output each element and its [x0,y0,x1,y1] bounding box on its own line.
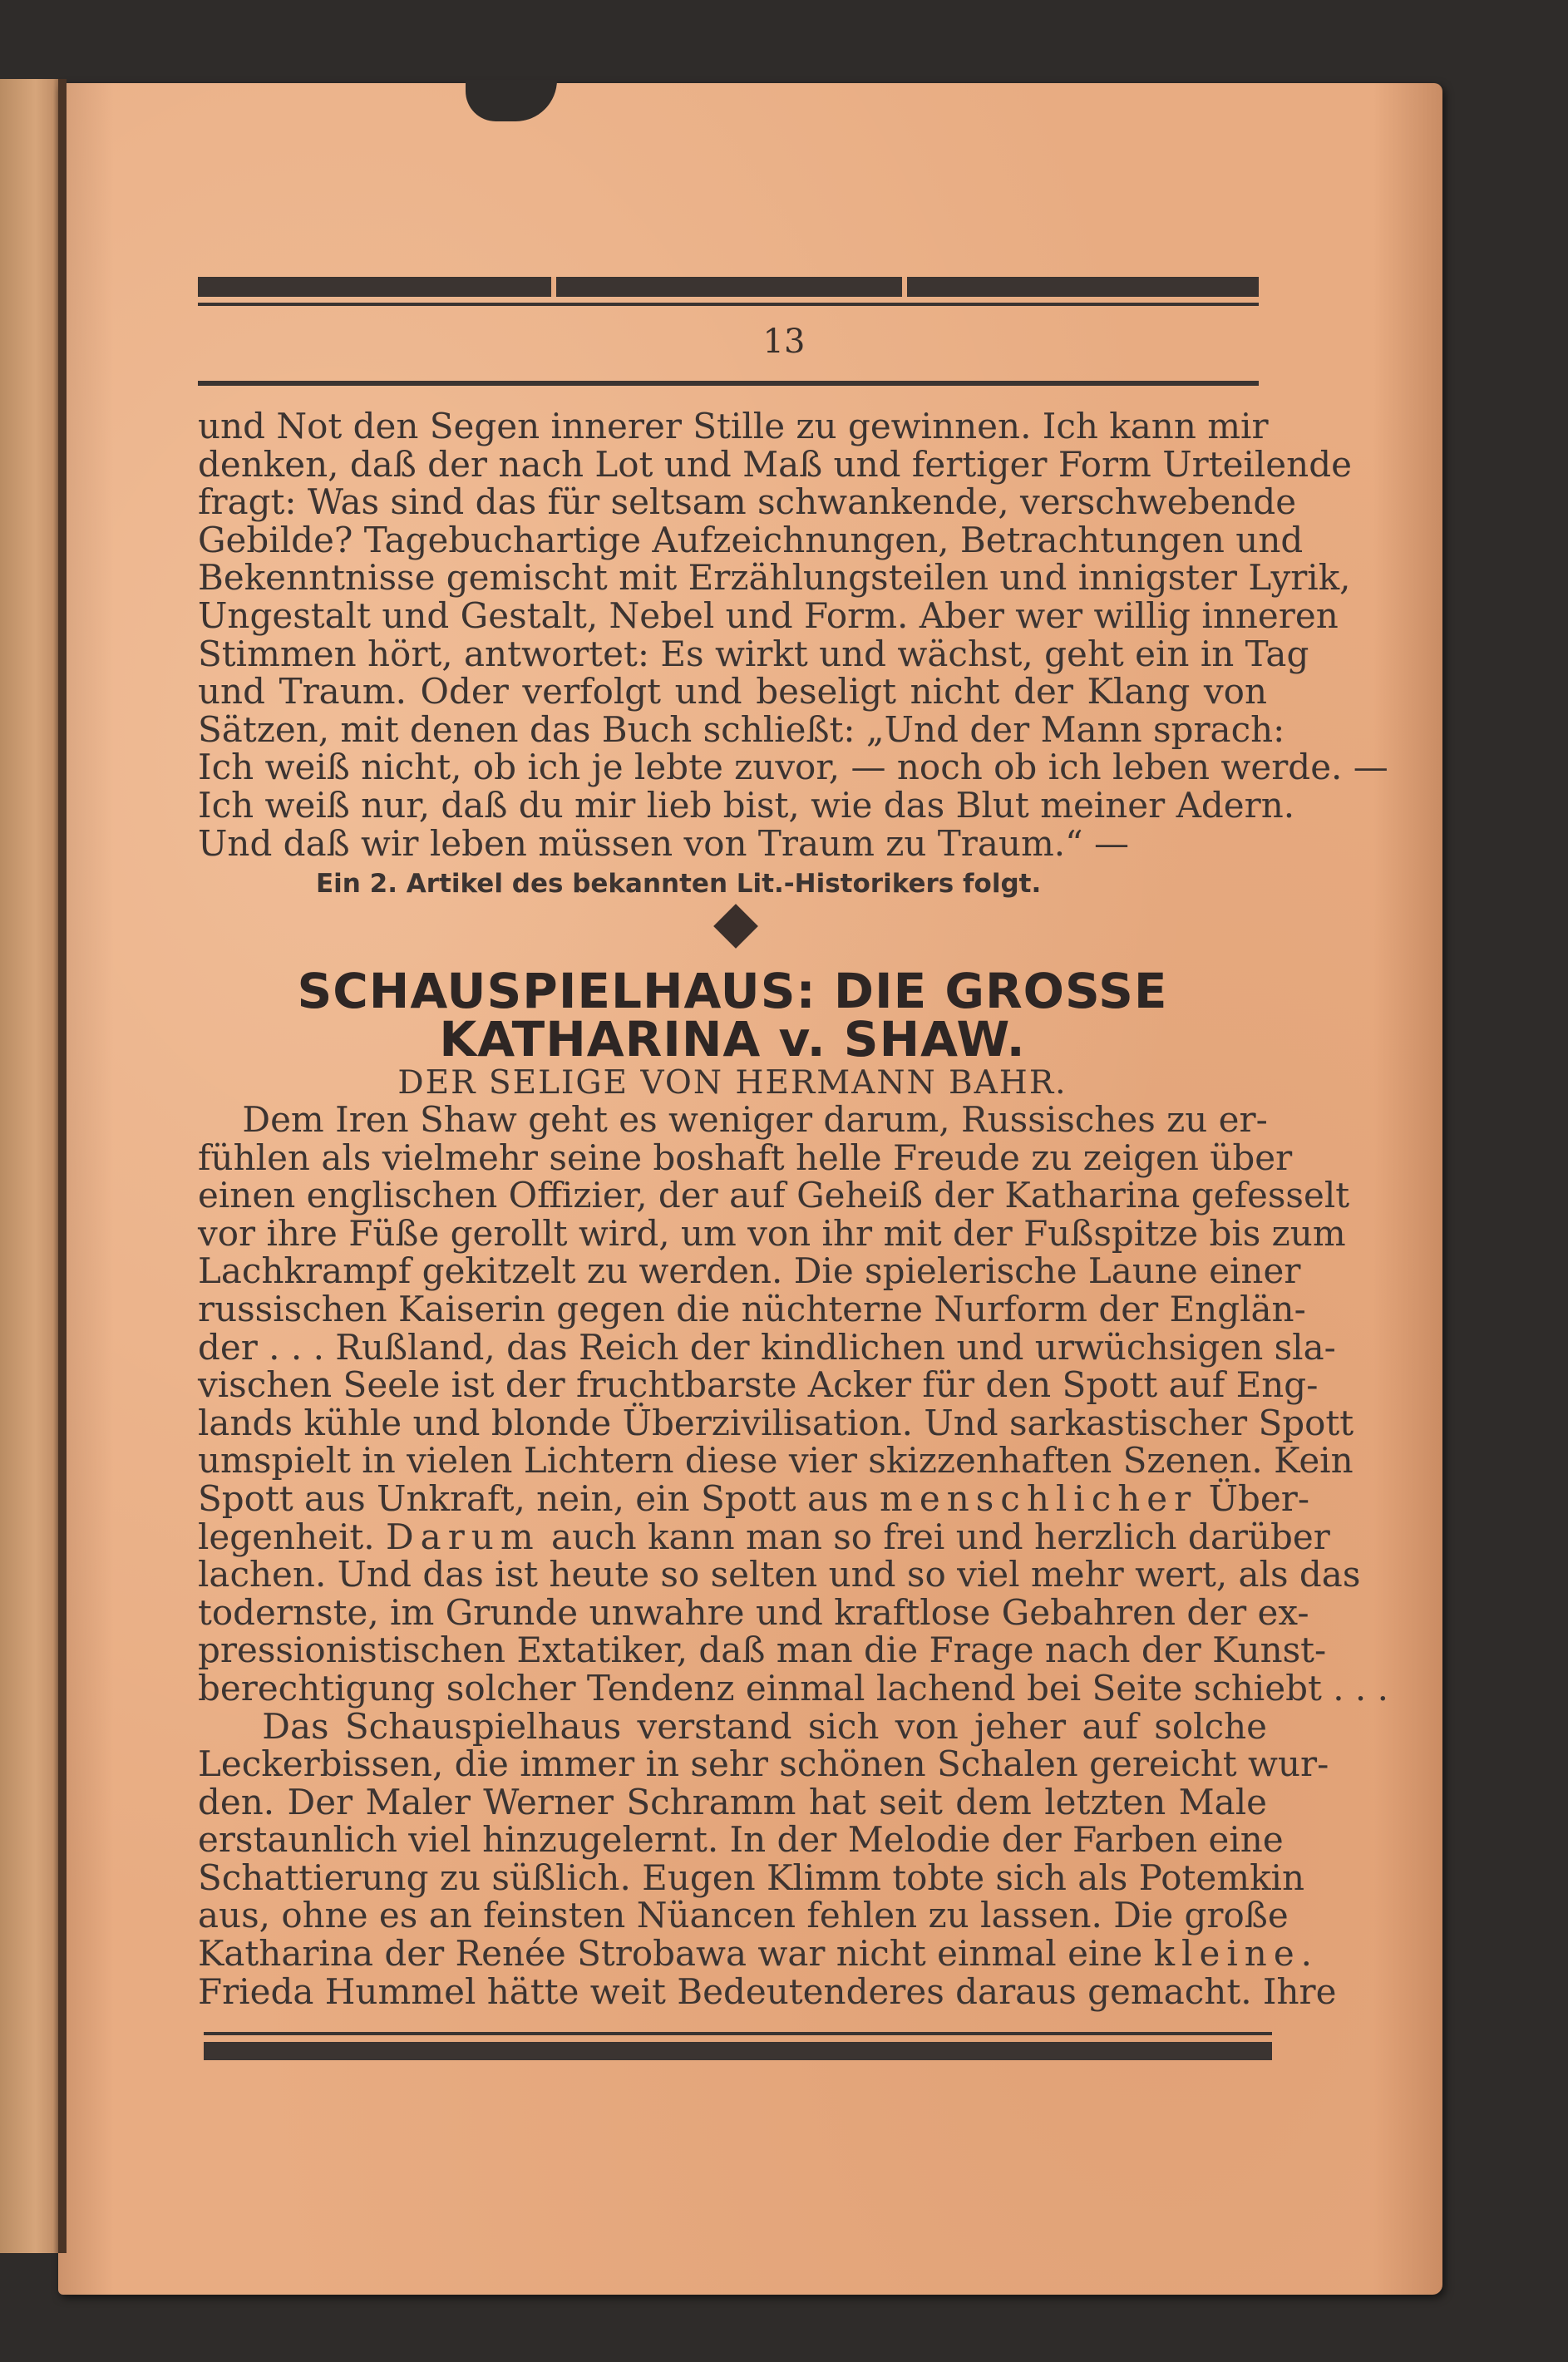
text-line: Lachkrampf gekitzelt zu werden. Die spielerische Laune einer [198,1250,1301,1292]
top-bar-gap [551,277,556,297]
text-line: denken, daß der nach Lot und Maß und fertiger Form Urteilende [198,443,1352,485]
spaced-emphasis: menschlicher [880,1477,1198,1519]
text-segment: Katharina der Renée Strobawa war nicht einmal eine [198,1933,1154,1975]
text-line: fragt: Was sind das für seltsam schwankende, verschwebende [198,481,1297,523]
text-line: vischen Seele ist der fruchtbarste Acker für den Spott auf Eng- [198,1364,1319,1406]
text-line: Bekenntnisse gemischt mit Erzählungsteilen und innigster Lyrik, [198,557,1351,599]
text-line: Dem Iren Shaw geht es weniger darum, Russisches zu er- [198,1099,1268,1140]
text-line: Ungestalt und Gestalt, Nebel und Form. Aber wer willig inneren [198,594,1339,636]
text-line: der . . . Rußland, das Reich der kindlichen und urwüchsigen sla- [198,1326,1336,1368]
spaced-emphasis: kleine. [1153,1933,1319,1975]
text-line: pressionistischen Extatiker, daß man die Frage nach der Kunst- [198,1630,1327,1671]
text-line: umspielt in vielen Lichtern diese vier skizzenhaften Szenen. Kein [198,1440,1354,1482]
text-line: Gebilde? Tagebuchartige Aufzeichnungen, Betrachtungen und [198,519,1304,560]
text-segment: auch kann man so frei und herzlich darüber [540,1516,1330,1557]
text-segment: Über- [1197,1477,1310,1519]
text-segment: Spott aus Unkraft, nein, ein Spott aus [198,1477,880,1519]
top-decorative-bar [198,277,1259,297]
text-line: und Not den Segen innerer Stille zu gewinnen. Ich kann mir [198,406,1269,446]
text-line: aus, ohne es an feinsten Nüancen fehlen zu lassen. Die große [198,1895,1289,1936]
text-line: Ich weiß nicht, ob ich je lebte zuvor, — noch ob ich leben werde. — [198,747,1388,788]
text-line: Das Schauspielhaus verstand sich von jeher auf solche [198,1705,1267,1747]
text-line: fühlen als vielmehr seine boshaft helle Freude zu zeigen über [198,1137,1293,1178]
article-headline-line1: SCHAUSPIELHAUS: DIE GROSSE [297,963,1168,1019]
text-line: todernste, im Grunde unwahre und kraftlose Gebahren der ex- [198,1591,1309,1633]
top-bar-gap [902,277,907,297]
text-line: Schattierung zu süßlich. Eugen Klimm tobte sich als Potemkin [198,1857,1305,1898]
editor-note: Ein 2. Artikel des bekannten Lit.-Historikers folgt. [316,869,1042,899]
spaced-emphasis: Darum [386,1516,540,1557]
article-byline: DER SELIGE VON HERMANN BAHR. [397,1064,1068,1102]
bottom-decorative-bar [204,2042,1272,2060]
text-line [198,1933,1319,1975]
text-line: einen englischen Offizier, der auf Geheiß der Katharina gefesselt [198,1175,1350,1216]
text-line: berechtigung solcher Tendenz einmal lachend bei Seite schiebt . . . [198,1667,1388,1709]
text-line: erstaunlich viel hinzugelernt. In der Melodie der Farben eine [198,1819,1284,1861]
text-line: vor ihre Füße gerollt wird, um von ihr mit der Fußspitze bis zum [198,1212,1346,1254]
text-line: Und daß wir leben müssen von Traum zu Traum.“ — [198,822,1129,864]
text-segment: legenheit. [198,1516,386,1557]
text-line: den. Der Maler Werner Schramm hat seit dem letzten Male [198,1781,1267,1822]
text-line: Stimmen hört, antwortet: Es wirkt und wächst, geht ein in Tag [198,633,1309,674]
bottom-thin-rule [204,2032,1272,2035]
intro-paragraph [198,406,1388,864]
book-gutter [58,79,67,2253]
header-rule [198,381,1259,386]
article-headline-line2: KATHARINA v. SHAW. [439,1011,1026,1068]
text-line: und Traum. Oder verfolgt und beseligt nicht der Klang von [198,671,1267,713]
text-line: Leckerbissen, die immer in sehr schönen Schalen gereicht wur- [198,1743,1329,1785]
text-line: lands kühle und blonde Überzivilisation. Und sarkastischer Spott [198,1402,1354,1443]
text-line: Sätzen, mit denen das Buch schließt: „Und der Mann sprach: [198,708,1285,750]
review-text [198,1099,1388,2012]
text-line: Ich weiß nur, daß du mir lieb bist, wie das Blut meiner Adern. [198,784,1295,826]
top-thin-rule [198,303,1259,306]
page-number: 13 [762,323,806,361]
text-line: lachen. Und das ist heute so selten und so viel mehr wert, als das [198,1554,1361,1595]
left-facing-page-edge [0,79,65,2253]
text-line [198,1477,1310,1519]
text-line [198,1516,1330,1557]
text-line: Frieda Hummel hätte weit Bedeutenderes daraus gemacht. Ihre [198,1970,1337,2012]
text-line: russischen Kaiserin gegen die nüchterne Nurform der Englän- [198,1288,1306,1329]
